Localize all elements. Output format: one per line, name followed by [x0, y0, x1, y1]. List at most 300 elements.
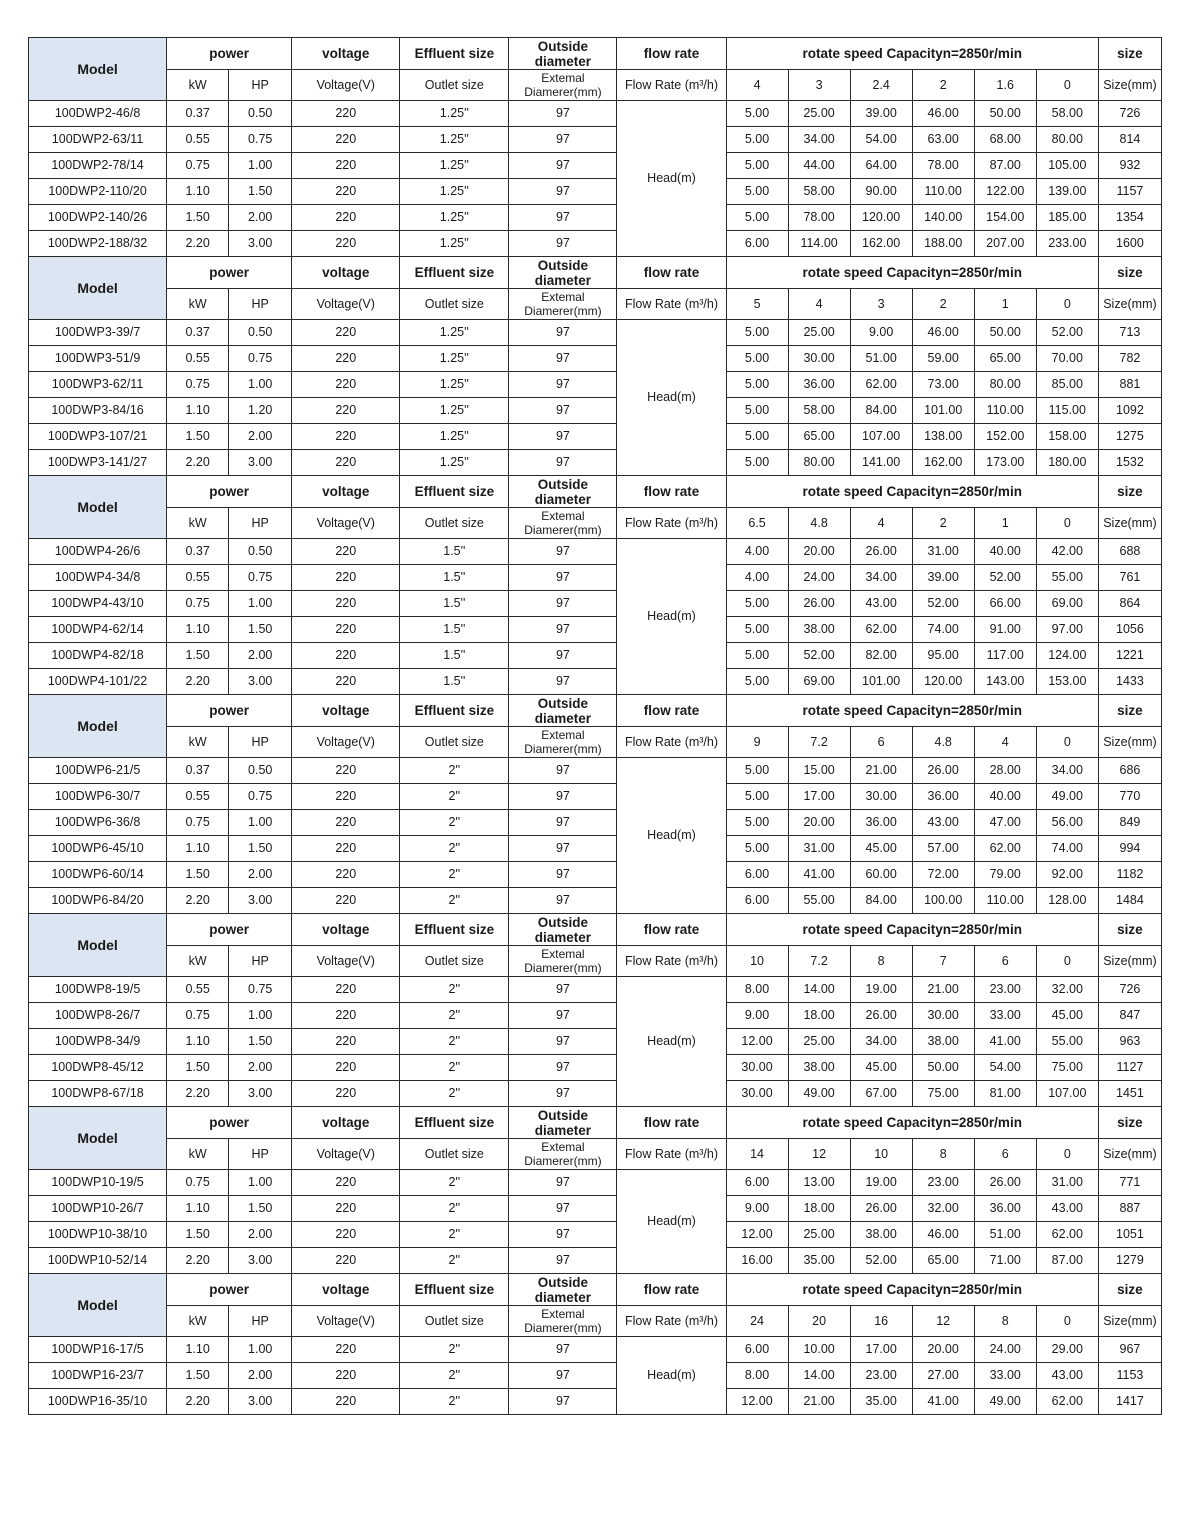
head-value-cell: 38.00	[788, 1055, 850, 1081]
head-value-cell: 55.00	[1036, 1029, 1098, 1055]
head-value-cell: 43.00	[1036, 1196, 1098, 1222]
voltage-cell: 220	[292, 836, 400, 862]
hp-cell: 2.00	[229, 424, 292, 450]
external-diameter-cell: 97	[509, 977, 617, 1003]
model-cell: 100DWP8-67/18	[29, 1081, 167, 1107]
head-value-cell: 65.00	[788, 424, 850, 450]
power-header: power	[167, 914, 292, 946]
size-cell: 887	[1098, 1196, 1161, 1222]
head-value-cell: 40.00	[974, 539, 1036, 565]
head-value-cell: 8.00	[726, 977, 788, 1003]
flow-rate-header: flow rate	[617, 1274, 726, 1306]
voltage-header: voltage	[292, 914, 400, 946]
kw-cell: 2.20	[167, 450, 229, 476]
head-value-cell: 21.00	[850, 758, 912, 784]
head-value-cell: 73.00	[912, 372, 974, 398]
head-value-cell: 46.00	[912, 1222, 974, 1248]
table-row	[29, 1389, 1162, 1415]
outlet-size-cell: 2''	[400, 1337, 509, 1363]
head-value-cell: 12.00	[726, 1222, 788, 1248]
voltage-cell: 220	[292, 320, 400, 346]
voltage-cell: 220	[292, 669, 400, 695]
head-value-cell: 107.00	[1036, 1081, 1098, 1107]
size-cell: 1127	[1098, 1055, 1161, 1081]
hp-cell: 0.75	[229, 977, 292, 1003]
voltage-cell: 220	[292, 127, 400, 153]
size-header: size	[1098, 695, 1161, 727]
voltage-cell: 220	[292, 888, 400, 914]
size-cell: 1275	[1098, 424, 1161, 450]
flow-rate-header: flow rate	[617, 695, 726, 727]
outside-diameter-header: Outside diameter	[509, 38, 617, 70]
external-diameter-cell: 97	[509, 617, 617, 643]
size-cell: 1433	[1098, 669, 1161, 695]
head-value-cell: 10.00	[788, 1337, 850, 1363]
head-value-cell: 105.00	[1036, 153, 1098, 179]
head-value-cell: 124.00	[1036, 643, 1098, 669]
kw-cell: 0.75	[167, 591, 229, 617]
flow-value: 1.6	[974, 70, 1036, 101]
head-value-cell: 5.00	[726, 179, 788, 205]
head-value-cell: 47.00	[974, 810, 1036, 836]
head-label: Head(m)	[617, 539, 726, 695]
hp-cell: 0.50	[229, 539, 292, 565]
external-diameter-cell: 97	[509, 1029, 617, 1055]
flow-value: 3	[850, 289, 912, 320]
external-diameter-unit: Extemal Diamerer(mm)	[509, 70, 617, 101]
model-cell: 100DWP10-52/14	[29, 1248, 167, 1274]
flow-value: 4.8	[788, 508, 850, 539]
table-row	[29, 591, 1162, 617]
head-value-cell: 78.00	[912, 153, 974, 179]
size-cell: 1157	[1098, 179, 1161, 205]
external-diameter-cell: 97	[509, 836, 617, 862]
power-header: power	[167, 1274, 292, 1306]
table-row	[29, 1337, 1162, 1363]
flow-value: 20	[788, 1306, 850, 1337]
head-value-cell: 14.00	[788, 977, 850, 1003]
size-cell: 726	[1098, 977, 1161, 1003]
model-header: Model	[29, 914, 167, 977]
head-value-cell: 52.00	[912, 591, 974, 617]
voltage-cell: 220	[292, 565, 400, 591]
flow-value: 10	[850, 1139, 912, 1170]
model-cell: 100DWP2-63/11	[29, 127, 167, 153]
external-diameter-unit: Extemal Diamerer(mm)	[509, 727, 617, 758]
head-label: Head(m)	[617, 101, 726, 257]
head-value-cell: 4.00	[726, 565, 788, 591]
external-diameter-cell: 97	[509, 450, 617, 476]
head-value-cell: 74.00	[1036, 836, 1098, 862]
voltage-header: voltage	[292, 1274, 400, 1306]
voltage-cell: 220	[292, 372, 400, 398]
section-header-row	[29, 476, 1162, 508]
size-cell: 1600	[1098, 231, 1161, 257]
head-value-cell: 5.00	[726, 591, 788, 617]
table-row	[29, 398, 1162, 424]
table-row	[29, 1170, 1162, 1196]
head-value-cell: 110.00	[974, 398, 1036, 424]
head-value-cell: 5.00	[726, 450, 788, 476]
head-value-cell: 5.00	[726, 101, 788, 127]
voltage-cell: 220	[292, 450, 400, 476]
kw-cell: 2.20	[167, 1248, 229, 1274]
flow-value: 8	[912, 1139, 974, 1170]
head-value-cell: 49.00	[788, 1081, 850, 1107]
hp-cell: 1.00	[229, 153, 292, 179]
head-value-cell: 117.00	[974, 643, 1036, 669]
model-cell: 100DWP6-45/10	[29, 836, 167, 862]
size-cell: 1417	[1098, 1389, 1161, 1415]
size-unit: Size(mm)	[1098, 508, 1161, 539]
kw-cell: 1.10	[167, 398, 229, 424]
size-cell: 994	[1098, 836, 1161, 862]
head-value-cell: 29.00	[1036, 1337, 1098, 1363]
head-value-cell: 122.00	[974, 179, 1036, 205]
kw-cell: 1.50	[167, 424, 229, 450]
voltage-unit: Voltage(V)	[292, 1306, 400, 1337]
outlet-size-cell: 2''	[400, 888, 509, 914]
head-value-cell: 23.00	[974, 977, 1036, 1003]
model-cell: 100DWP10-38/10	[29, 1222, 167, 1248]
outlet-size-cell: 1.5''	[400, 539, 509, 565]
head-value-cell: 18.00	[788, 1003, 850, 1029]
kw-cell: 1.50	[167, 643, 229, 669]
voltage-unit: Voltage(V)	[292, 508, 400, 539]
voltage-cell: 220	[292, 862, 400, 888]
voltage-cell: 220	[292, 784, 400, 810]
power-header: power	[167, 695, 292, 727]
size-cell: 1221	[1098, 643, 1161, 669]
flow-value: 7.2	[788, 727, 850, 758]
head-value-cell: 51.00	[850, 346, 912, 372]
hp-cell: 1.50	[229, 1196, 292, 1222]
flow-value: 0	[1036, 727, 1098, 758]
flow-value: 2	[912, 289, 974, 320]
flow-value: 0	[1036, 508, 1098, 539]
hp-unit: HP	[229, 1306, 292, 1337]
outlet-size-cell: 1.25''	[400, 127, 509, 153]
rotate-speed-header: rotate speed Capacityn=2850r/min	[726, 1274, 1098, 1306]
head-value-cell: 24.00	[974, 1337, 1036, 1363]
kw-cell: 0.37	[167, 758, 229, 784]
section-units-row	[29, 946, 1162, 977]
table-row	[29, 539, 1162, 565]
outlet-size-cell: 1.25''	[400, 101, 509, 127]
outside-diameter-header: Outside diameter	[509, 257, 617, 289]
head-value-cell: 66.00	[974, 591, 1036, 617]
voltage-cell: 220	[292, 1029, 400, 1055]
outlet-size-cell: 2''	[400, 810, 509, 836]
head-value-cell: 20.00	[788, 810, 850, 836]
size-cell: 932	[1098, 153, 1161, 179]
flow-value: 2	[912, 508, 974, 539]
head-value-cell: 128.00	[1036, 888, 1098, 914]
head-value-cell: 69.00	[1036, 591, 1098, 617]
size-header: size	[1098, 38, 1161, 70]
outlet-size-cell: 2''	[400, 1003, 509, 1029]
voltage-cell: 220	[292, 643, 400, 669]
table-row	[29, 346, 1162, 372]
hp-cell: 1.00	[229, 810, 292, 836]
hp-unit: HP	[229, 70, 292, 101]
head-value-cell: 5.00	[726, 398, 788, 424]
head-value-cell: 59.00	[912, 346, 974, 372]
effluent-size-header: Effluent size	[400, 914, 509, 946]
head-value-cell: 12.00	[726, 1029, 788, 1055]
head-value-cell: 75.00	[912, 1081, 974, 1107]
head-value-cell: 87.00	[974, 153, 1036, 179]
head-value-cell: 140.00	[912, 205, 974, 231]
external-diameter-cell: 97	[509, 346, 617, 372]
power-header: power	[167, 1107, 292, 1139]
head-value-cell: 141.00	[850, 450, 912, 476]
head-value-cell: 51.00	[974, 1222, 1036, 1248]
kw-unit: kW	[167, 1139, 229, 1170]
flow-value: 24	[726, 1306, 788, 1337]
voltage-cell: 220	[292, 1222, 400, 1248]
head-value-cell: 75.00	[1036, 1055, 1098, 1081]
voltage-cell: 220	[292, 617, 400, 643]
flow-rate-header: flow rate	[617, 38, 726, 70]
kw-cell: 0.75	[167, 1003, 229, 1029]
external-diameter-cell: 97	[509, 784, 617, 810]
head-value-cell: 13.00	[788, 1170, 850, 1196]
size-cell: 881	[1098, 372, 1161, 398]
flow-value: 6	[974, 1139, 1036, 1170]
model-cell: 100DWP3-51/9	[29, 346, 167, 372]
voltage-header: voltage	[292, 695, 400, 727]
head-value-cell: 42.00	[1036, 539, 1098, 565]
head-value-cell: 55.00	[788, 888, 850, 914]
head-value-cell: 110.00	[974, 888, 1036, 914]
model-cell: 100DWP6-21/5	[29, 758, 167, 784]
model-cell: 100DWP6-60/14	[29, 862, 167, 888]
outlet-size-cell: 1.25''	[400, 231, 509, 257]
table-row	[29, 1003, 1162, 1029]
outside-diameter-header: Outside diameter	[509, 1107, 617, 1139]
flow-rate-unit: Flow Rate (m³/h)	[617, 1306, 726, 1337]
size-cell: 963	[1098, 1029, 1161, 1055]
head-value-cell: 82.00	[850, 643, 912, 669]
size-header: size	[1098, 257, 1161, 289]
hp-cell: 2.00	[229, 1222, 292, 1248]
head-value-cell: 100.00	[912, 888, 974, 914]
head-value-cell: 207.00	[974, 231, 1036, 257]
kw-cell: 0.75	[167, 1170, 229, 1196]
external-diameter-cell: 97	[509, 888, 617, 914]
model-cell: 100DWP4-62/14	[29, 617, 167, 643]
flow-value: 8	[850, 946, 912, 977]
head-value-cell: 74.00	[912, 617, 974, 643]
head-value-cell: 45.00	[1036, 1003, 1098, 1029]
head-value-cell: 52.00	[788, 643, 850, 669]
kw-unit: kW	[167, 946, 229, 977]
outlet-size-unit: Outlet size	[400, 508, 509, 539]
power-header: power	[167, 257, 292, 289]
head-value-cell: 79.00	[974, 862, 1036, 888]
head-value-cell: 34.00	[1036, 758, 1098, 784]
head-value-cell: 60.00	[850, 862, 912, 888]
outlet-size-cell: 2''	[400, 758, 509, 784]
hp-unit: HP	[229, 946, 292, 977]
model-cell: 100DWP3-141/27	[29, 450, 167, 476]
table-row	[29, 669, 1162, 695]
head-value-cell: 5.00	[726, 205, 788, 231]
flow-value: 4.8	[912, 727, 974, 758]
hp-cell: 1.50	[229, 836, 292, 862]
table-row	[29, 1029, 1162, 1055]
head-value-cell: 162.00	[912, 450, 974, 476]
outlet-size-unit: Outlet size	[400, 289, 509, 320]
flow-rate-header: flow rate	[617, 476, 726, 508]
flow-value: 5	[726, 289, 788, 320]
rotate-speed-header: rotate speed Capacityn=2850r/min	[726, 695, 1098, 727]
rotate-speed-header: rotate speed Capacityn=2850r/min	[726, 914, 1098, 946]
voltage-header: voltage	[292, 38, 400, 70]
head-value-cell: 62.00	[850, 372, 912, 398]
head-value-cell: 173.00	[974, 450, 1036, 476]
size-header: size	[1098, 914, 1161, 946]
hp-unit: HP	[229, 289, 292, 320]
external-diameter-cell: 97	[509, 372, 617, 398]
flow-value: 16	[850, 1306, 912, 1337]
head-value-cell: 62.00	[1036, 1222, 1098, 1248]
kw-cell: 0.55	[167, 346, 229, 372]
hp-cell: 2.00	[229, 205, 292, 231]
table-row	[29, 1081, 1162, 1107]
head-value-cell: 69.00	[788, 669, 850, 695]
size-cell: 1484	[1098, 888, 1161, 914]
external-diameter-cell: 97	[509, 1196, 617, 1222]
hp-cell: 2.00	[229, 862, 292, 888]
head-value-cell: 65.00	[974, 346, 1036, 372]
head-value-cell: 71.00	[974, 1248, 1036, 1274]
section-header-row	[29, 1274, 1162, 1306]
section-units-row	[29, 727, 1162, 758]
voltage-unit: Voltage(V)	[292, 727, 400, 758]
head-value-cell: 49.00	[974, 1389, 1036, 1415]
table-row	[29, 643, 1162, 669]
model-cell: 100DWP8-45/12	[29, 1055, 167, 1081]
flow-value: 4	[726, 70, 788, 101]
voltage-cell: 220	[292, 1248, 400, 1274]
hp-unit: HP	[229, 1139, 292, 1170]
outside-diameter-header: Outside diameter	[509, 695, 617, 727]
outlet-size-cell: 1.25''	[400, 450, 509, 476]
hp-cell: 3.00	[229, 1248, 292, 1274]
flow-value: 6	[850, 727, 912, 758]
external-diameter-unit: Extemal Diamerer(mm)	[509, 1139, 617, 1170]
table-row	[29, 862, 1162, 888]
kw-cell: 1.10	[167, 1196, 229, 1222]
head-value-cell: 115.00	[1036, 398, 1098, 424]
model-cell: 100DWP8-19/5	[29, 977, 167, 1003]
flow-value: 4	[788, 289, 850, 320]
flow-value: 12	[788, 1139, 850, 1170]
head-value-cell: 34.00	[850, 565, 912, 591]
model-cell: 100DWP2-110/20	[29, 179, 167, 205]
head-value-cell: 25.00	[788, 1029, 850, 1055]
table-row	[29, 424, 1162, 450]
kw-unit: kW	[167, 1306, 229, 1337]
head-value-cell: 62.00	[850, 617, 912, 643]
flow-value: 8	[974, 1306, 1036, 1337]
size-unit: Size(mm)	[1098, 727, 1161, 758]
head-value-cell: 30.00	[850, 784, 912, 810]
flow-value: 10	[726, 946, 788, 977]
head-value-cell: 43.00	[912, 810, 974, 836]
model-cell: 100DWP4-82/18	[29, 643, 167, 669]
hp-cell: 1.00	[229, 1337, 292, 1363]
head-value-cell: 55.00	[1036, 565, 1098, 591]
hp-cell: 2.00	[229, 1363, 292, 1389]
head-value-cell: 6.00	[726, 1337, 788, 1363]
outside-diameter-header: Outside diameter	[509, 914, 617, 946]
head-value-cell: 30.00	[788, 346, 850, 372]
voltage-header: voltage	[292, 257, 400, 289]
head-value-cell: 34.00	[850, 1029, 912, 1055]
section-header-row	[29, 38, 1162, 70]
flow-value: 1	[974, 289, 1036, 320]
head-value-cell: 26.00	[850, 539, 912, 565]
hp-unit: HP	[229, 508, 292, 539]
head-value-cell: 52.00	[850, 1248, 912, 1274]
head-value-cell: 25.00	[788, 1222, 850, 1248]
head-value-cell: 110.00	[912, 179, 974, 205]
flow-rate-unit: Flow Rate (m³/h)	[617, 727, 726, 758]
head-label: Head(m)	[617, 1170, 726, 1274]
head-value-cell: 114.00	[788, 231, 850, 257]
head-value-cell: 32.00	[1036, 977, 1098, 1003]
head-value-cell: 41.00	[912, 1389, 974, 1415]
size-cell: 688	[1098, 539, 1161, 565]
section-header-row	[29, 257, 1162, 289]
head-value-cell: 9.00	[726, 1003, 788, 1029]
head-value-cell: 84.00	[850, 398, 912, 424]
model-cell: 100DWP10-19/5	[29, 1170, 167, 1196]
voltage-unit: Voltage(V)	[292, 289, 400, 320]
outlet-size-cell: 1.5''	[400, 565, 509, 591]
table-row	[29, 784, 1162, 810]
outlet-size-cell: 2''	[400, 1363, 509, 1389]
kw-cell: 1.50	[167, 1363, 229, 1389]
head-value-cell: 43.00	[850, 591, 912, 617]
head-value-cell: 80.00	[974, 372, 1036, 398]
head-value-cell: 58.00	[788, 179, 850, 205]
head-value-cell: 54.00	[850, 127, 912, 153]
section-header-row	[29, 1107, 1162, 1139]
table-row	[29, 320, 1162, 346]
hp-cell: 2.00	[229, 643, 292, 669]
external-diameter-cell: 97	[509, 205, 617, 231]
outlet-size-cell: 1.25''	[400, 424, 509, 450]
head-value-cell: 5.00	[726, 346, 788, 372]
voltage-unit: Voltage(V)	[292, 946, 400, 977]
flow-value: 2	[912, 70, 974, 101]
voltage-cell: 220	[292, 179, 400, 205]
table-row	[29, 1196, 1162, 1222]
head-value-cell: 64.00	[850, 153, 912, 179]
head-label: Head(m)	[617, 977, 726, 1107]
section-units-row	[29, 1139, 1162, 1170]
size-header: size	[1098, 1274, 1161, 1306]
kw-cell: 0.75	[167, 153, 229, 179]
kw-cell: 2.20	[167, 669, 229, 695]
section-header-row	[29, 914, 1162, 946]
head-value-cell: 30.00	[726, 1081, 788, 1107]
model-cell: 100DWP2-140/26	[29, 205, 167, 231]
